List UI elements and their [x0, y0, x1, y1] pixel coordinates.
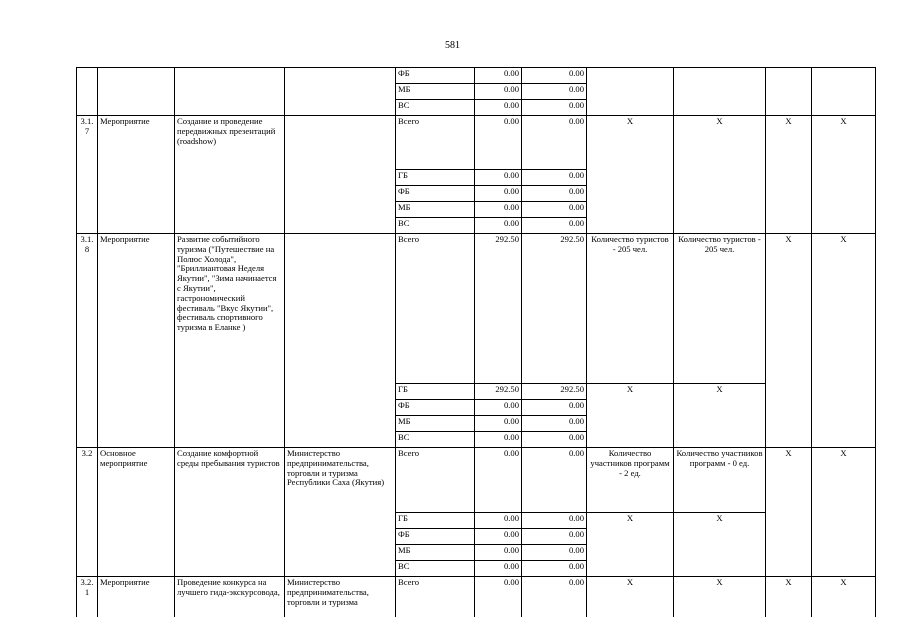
indicator-1: Количество участников программ - 2 ед. [587, 448, 674, 513]
source-label: Всего [396, 116, 475, 170]
indicator-4 [812, 68, 876, 116]
program-table [76, 67, 876, 617]
value-2: 0.00 [522, 202, 587, 218]
value-1: 0.00 [475, 513, 522, 529]
indicator-1 [587, 68, 674, 116]
value-1: 0.00 [475, 416, 522, 432]
indicator-1-gb: Х [587, 384, 674, 448]
cell-name [175, 68, 285, 116]
table-row-block [77, 234, 876, 448]
row-number: 3.2 [77, 448, 98, 577]
indicator-1: Х [587, 116, 674, 234]
source-label: ВС [396, 100, 475, 116]
value-2: 0.00 [522, 68, 587, 84]
value-2: 0.00 [522, 448, 587, 513]
cell-type [98, 68, 175, 116]
value-2: 0.00 [522, 218, 587, 234]
value-1: 0.00 [475, 448, 522, 513]
value-2: 292.50 [522, 384, 587, 400]
indicator-2: Количество туристов - 205 чел. [674, 234, 766, 384]
source-label: МБ [396, 84, 475, 100]
indicator-2-gb: Х [674, 384, 766, 448]
value-1: 292.50 [475, 384, 522, 400]
indicator-3: Х [766, 577, 812, 617]
indicator-4: Х [812, 116, 876, 234]
source-label: МБ [396, 202, 475, 218]
source-label: Всего [396, 234, 475, 384]
value-2: 292.50 [522, 234, 587, 384]
value-2: 0.00 [522, 545, 587, 561]
value-1: 0.00 [475, 529, 522, 545]
cell-executor [285, 68, 396, 116]
row-executor: Министерство предпринимательства, торговли и туризма [285, 577, 396, 617]
value-1: 0.00 [475, 186, 522, 202]
continuation-block [77, 68, 876, 116]
source-label: ФБ [396, 400, 475, 416]
value-2: 0.00 [522, 513, 587, 529]
value-1: 0.00 [475, 202, 522, 218]
value-1: 0.00 [475, 432, 522, 448]
row-number: 3.1. 8 [77, 234, 98, 448]
row-type: Мероприятие [98, 577, 175, 617]
row-name: Проведение конкурса на лучшего гида-экскурсовода, [175, 577, 285, 617]
source-label: Всего [396, 448, 475, 513]
source-label: Всего [396, 577, 475, 617]
source-label: ГБ [396, 513, 475, 529]
value-1: 0.00 [475, 577, 522, 617]
source-label: ФБ [396, 186, 475, 202]
source-label: ФБ [396, 68, 475, 84]
value-1: 0.00 [475, 545, 522, 561]
value-2: 0.00 [522, 400, 587, 416]
indicator-4: Х [812, 234, 876, 448]
value-1: 0.00 [475, 100, 522, 116]
row-name: Создание комфортной среды пребывания туристов [175, 448, 285, 577]
row-executor [285, 234, 396, 448]
value-1: 0.00 [475, 400, 522, 416]
value-2: 0.00 [522, 84, 587, 100]
indicator-2: Количество участников программ - 0 ед. [674, 448, 766, 513]
row-type: Мероприятие [98, 116, 175, 234]
source-label: ВС [396, 432, 475, 448]
value-1: 0.00 [475, 116, 522, 170]
value-1: 0.00 [475, 170, 522, 186]
indicator-4: Х [812, 577, 876, 617]
value-2: 0.00 [522, 116, 587, 170]
indicator-3: Х [766, 234, 812, 448]
source-label: ГБ [396, 170, 475, 186]
row-number: 3.2. 1 [77, 577, 98, 617]
value-2: 0.00 [522, 416, 587, 432]
row-number: 3.1. 7 [77, 116, 98, 234]
indicator-2: Х [674, 116, 766, 234]
cell-num [77, 68, 98, 116]
value-2: 0.00 [522, 100, 587, 116]
row-name: Создание и проведение передвижных презентаций (roadshow) [175, 116, 285, 234]
table-row-block [77, 116, 876, 234]
indicator-1-gb: Х [587, 513, 674, 577]
value-2: 0.00 [522, 432, 587, 448]
value-2: 0.00 [522, 186, 587, 202]
value-1: 0.00 [475, 68, 522, 84]
indicator-1: Х [587, 577, 674, 617]
value-1: 0.00 [475, 218, 522, 234]
table-row-block [77, 577, 876, 617]
indicator-2: Х [674, 577, 766, 617]
row-name: Развитие событийного туризма ("Путешествие на Полюс Холода", "Бриллиантовая Неделя Якутии", "Зима начинается с Якутии", гастрономический фестиваль "Вкус Якутии", фестиваль спортивного туризма в Еланке ) [175, 234, 285, 448]
value-2: 0.00 [522, 170, 587, 186]
value-2: 0.00 [522, 529, 587, 545]
value-1: 292.50 [475, 234, 522, 384]
source-label: ФБ [396, 529, 475, 545]
value-2: 0.00 [522, 577, 587, 617]
indicator-2 [674, 68, 766, 116]
source-label: ГБ [396, 384, 475, 400]
indicator-3: Х [766, 448, 812, 577]
row-executor: Министерство предпринимательства, торговли и туризма Республики Саха (Якутия) [285, 448, 396, 577]
indicator-4: Х [812, 448, 876, 577]
source-label: ВС [396, 561, 475, 577]
value-1: 0.00 [475, 561, 522, 577]
value-1: 0.00 [475, 84, 522, 100]
page-number: 581 [445, 40, 460, 51]
indicator-3 [766, 68, 812, 116]
value-2: 0.00 [522, 561, 587, 577]
source-label: ВС [396, 218, 475, 234]
source-label: МБ [396, 545, 475, 561]
indicator-3: Х [766, 116, 812, 234]
indicator-1: Количество туристов - 205 чел. [587, 234, 674, 384]
table-row-block [77, 448, 876, 577]
row-type: Мероприятие [98, 234, 175, 448]
row-executor [285, 116, 396, 234]
row-type: Основное мероприятие [98, 448, 175, 577]
source-label: МБ [396, 416, 475, 432]
indicator-2-gb: Х [674, 513, 766, 577]
